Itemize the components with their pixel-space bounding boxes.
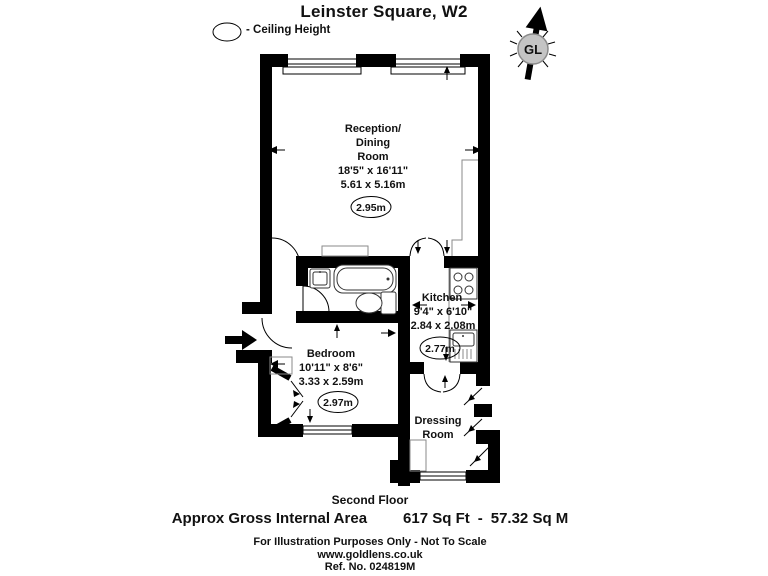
reception-name-1: Reception/ <box>344 123 402 135</box>
window-dressing-room <box>420 472 466 480</box>
compass-initials: GL <box>523 42 543 57</box>
area-separator: - <box>477 510 483 527</box>
washbasin-icon <box>310 269 330 288</box>
floor-label: Second Floor <box>331 493 409 507</box>
reception-cabinet <box>322 246 368 256</box>
dressing-unit <box>410 440 426 471</box>
dressing-name-2: Room <box>422 429 454 441</box>
bathroom-fixtures <box>310 265 396 314</box>
ceiling-height-legend-icon <box>213 23 241 41</box>
ceiling-height-legend-label: - Ceiling Height <box>246 24 331 36</box>
dressing-room-label <box>414 415 461 441</box>
area-label: Approx Gross Internal Area <box>171 510 368 527</box>
kitchen-dims-metric: 2.84 x 2.08m <box>410 320 476 332</box>
reception-name-2: Dining <box>355 137 391 149</box>
kitchen-ceiling-height: 2.77m <box>425 343 455 355</box>
reception-dims-imperial: 18'5" x 16'11" <box>337 165 409 177</box>
disclaimer: For Illustration Purposes Only - Not To Scale <box>253 536 487 548</box>
reference-number: Ref. No. 024819M <box>324 561 416 573</box>
entry-arrow-icon <box>225 330 257 350</box>
gross-internal-area <box>0 510 740 527</box>
reception-ceiling-height: 2.95m <box>356 202 386 214</box>
bathtub-icon <box>334 265 396 293</box>
reception-name-3: Room <box>357 151 389 163</box>
website: www.goldlens.co.uk <box>317 549 423 561</box>
bedroom-ceiling-height: 2.97m <box>323 397 353 409</box>
bedroom-dims-imperial: 10'11" x 8'6" <box>299 362 363 374</box>
area-imperial: 617 Sq Ft <box>403 510 470 527</box>
area-metric: 57.32 Sq M <box>490 510 569 527</box>
dressing-name-1: Dressing <box>414 415 462 427</box>
chimney-breast <box>452 160 478 256</box>
compass-north-icon <box>510 5 556 82</box>
bedroom-name: Bedroom <box>306 348 356 360</box>
toilet-icon <box>356 292 396 314</box>
bedroom-dims-metric: 3.33 x 2.59m <box>298 376 364 388</box>
reception-dims-metric: 5.61 x 5.16m <box>340 179 406 191</box>
reception-room-label <box>338 123 408 218</box>
window-reception-left <box>283 54 361 74</box>
bedroom-label <box>299 348 364 413</box>
kitchen-name: Kitchen <box>421 292 463 304</box>
page-title: Leinster Square, W2 <box>300 2 468 21</box>
door-kitchen-bottom <box>424 374 441 392</box>
window-bedroom <box>303 426 352 434</box>
door-entrance <box>262 318 292 348</box>
door-bathroom <box>303 286 329 312</box>
window-reception-right <box>391 54 465 74</box>
kitchen-dims-imperial: 9'4" x 6'10" <box>413 306 473 318</box>
door-reception-hall <box>272 238 300 266</box>
